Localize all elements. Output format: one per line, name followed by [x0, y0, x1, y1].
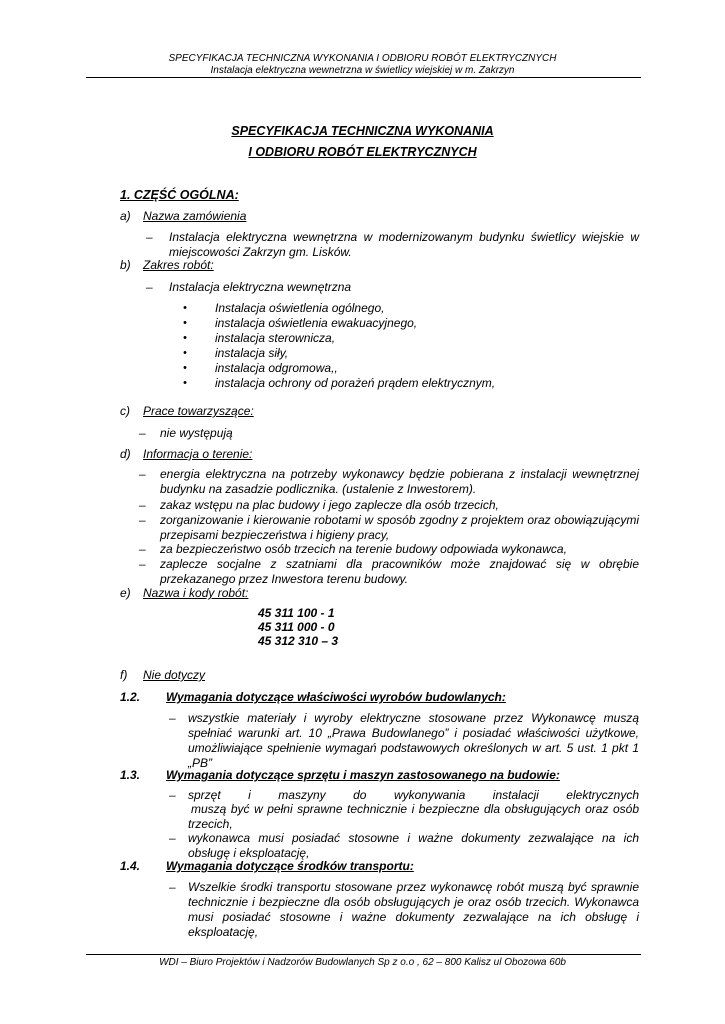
dash-marker: –: [139, 426, 146, 440]
section-1-2-item: wszystkie materiały i wyroby elektryczne stosowane przez Wykonawcę muszą spełniać warunki art. 10 „Prawa Budowlanego” i posiadać właściwości użytkowe, umożliwiające spełnienie wymagań podstawowych określonych w art. 5 ust. 1 pkt 1 „PB”: [188, 711, 639, 770]
document-title-line1: SPECYFIKACJA TECHNICZNA WYKONANIA: [231, 124, 494, 138]
bullet-marker: •: [183, 317, 187, 329]
dash-marker: –: [146, 280, 153, 294]
section-1-2-heading: Wymagania dotyczące właściwości wyrobów budowlanych:: [166, 690, 506, 704]
item-b-label: Zakres robót:: [143, 258, 214, 272]
dash-marker: –: [146, 230, 153, 244]
item-b-marker: b): [120, 258, 131, 272]
work-code: 45 312 310 – 3: [258, 634, 339, 648]
item-e-label: Nazwa i kody robót:: [143, 586, 249, 600]
bullet-marker: •: [183, 332, 187, 344]
item-a-text: Instalacja elektryczna wewnętrzna w modernizowanym budynku świetlicy wiejskie w miejscowości Zakrzyn gm. Lisków.: [169, 230, 639, 259]
section-1-2-number: 1.2.: [120, 690, 141, 704]
scope-item: instalacja oświetlenia ewakuacyjnego,: [215, 316, 418, 330]
item-a-marker: a): [120, 209, 131, 223]
scope-item: instalacja sterownicza,: [215, 331, 336, 345]
bullet-marker: •: [183, 362, 187, 374]
section-1-4-number: 1.4.: [120, 859, 141, 873]
item-d-label: Informacja o terenie:: [143, 447, 253, 461]
section-1-3-item: sprzęt i maszyny do wykonywania instalacji elektrycznych: [188, 788, 639, 802]
work-code: 45 311 000 - 0: [258, 620, 335, 634]
section-1-3-heading: Wymagania dotyczące sprzętu i maszyn zastosowanego na budowie:: [166, 768, 560, 782]
dash-marker: –: [169, 711, 176, 725]
site-info-item: zakaz wstępu na plac budowy i jego zaplecze dla osób trzecich,: [160, 498, 499, 512]
page-header-subtitle: Instalacja elektryczna wewnetrzna w świetlicy wiejskiej w m. Zakrzyn: [210, 65, 515, 76]
item-f-marker: f): [120, 668, 128, 682]
dash-marker: –: [139, 557, 146, 571]
header-divider: [86, 77, 641, 78]
site-info-item: zorganizowanie i kierowanie robotami w sposób zgodny z projektem oraz obowiązującymi przepisami bezpieczeństwa i higieny pracy,: [160, 513, 639, 542]
document-title-line2: I ODBIORU ROBÓT ELEKTRYCZNYCH: [248, 145, 477, 159]
item-c-text: nie występują: [160, 426, 233, 440]
part1-heading: 1. CZĘŚĆ OGÓLNA:: [120, 188, 239, 202]
dash-marker: –: [139, 467, 146, 481]
scope-item: instalacja odgromowa,,: [215, 361, 338, 375]
section-1-3-number: 1.3.: [120, 768, 141, 782]
section-1-3-item: muszą być w pełni sprawne technicznie i bezpieczne dla obsługujących oraz osób trzecich,: [188, 802, 639, 831]
scope-item: instalacja ochrony od porażeń prądem elektrycznym,: [215, 376, 496, 390]
item-c-label: Prace towarzyszące:: [143, 404, 254, 418]
bullet-marker: •: [183, 347, 187, 359]
dash-marker: –: [169, 880, 176, 894]
section-1-4-item: Wszelkie środki transportu stosowane przez wykonawcę robót muszą być sprawnie technicznie i bezpieczne dla osób obsługujących je oraz osób trzecich. Wykonawca musi posiadać stosowne i ważne dokumenty zezwalające na ich obsługę i eksploatację,: [188, 880, 639, 939]
dash-marker: –: [169, 788, 176, 802]
site-info-item: energia elektryczna na potrzeby wykonawcy będzie pobierana z instalacji wewnętrznej budynku na zasadzie podlicznika. (ustalenie z Inwestorem).: [160, 467, 639, 496]
item-b-text: Instalacja elektryczna wewnętrzna: [169, 280, 352, 294]
dash-marker: –: [139, 513, 146, 527]
section-1-4-heading: Wymagania dotyczące środków transportu:: [166, 859, 414, 873]
item-f-label: Nie dotyczy: [143, 668, 206, 682]
scope-item: Instalacja oświetlenia ogólnego,: [215, 301, 385, 315]
dash-marker: –: [139, 498, 146, 512]
dash-marker: –: [169, 831, 176, 845]
item-a-label: Nazwa zamówienia: [143, 209, 247, 223]
section-1-3-item: wykonawca musi posiadać stosowne i ważne dokumenty zezwalające na ich obsługę i eksploatację,: [188, 831, 639, 860]
page-header-title: SPECYFIKACJA TECHNICZNA WYKONANIA I ODBIORU ROBÓT ELEKTRYCZNYCH: [168, 53, 557, 64]
item-c-marker: c): [120, 404, 130, 418]
work-code: 45 311 100 - 1: [258, 606, 335, 620]
item-e-marker: e): [120, 586, 131, 600]
scope-item: instalacja siły,: [215, 346, 289, 360]
page-footer: WDI – Biuro Projektów i Nadzorów Budowlanych Sp z o.o , 62 – 800 Kalisz ul Obozowa 60b: [159, 957, 566, 968]
item-d-marker: d): [120, 447, 131, 461]
site-info-item: za bezpieczeństwo osób trzecich na terenie budowy odpowiada wykonawca,: [160, 542, 567, 556]
site-info-item: zaplecze socjalne z szatniami dla pracowników może znajdować się w obrębie przekazanego przez Inwestora terenu budowy.: [160, 557, 639, 586]
dash-marker: –: [139, 542, 146, 556]
bullet-marker: •: [183, 377, 187, 389]
footer-divider: [86, 954, 641, 955]
bullet-marker: •: [183, 302, 187, 314]
